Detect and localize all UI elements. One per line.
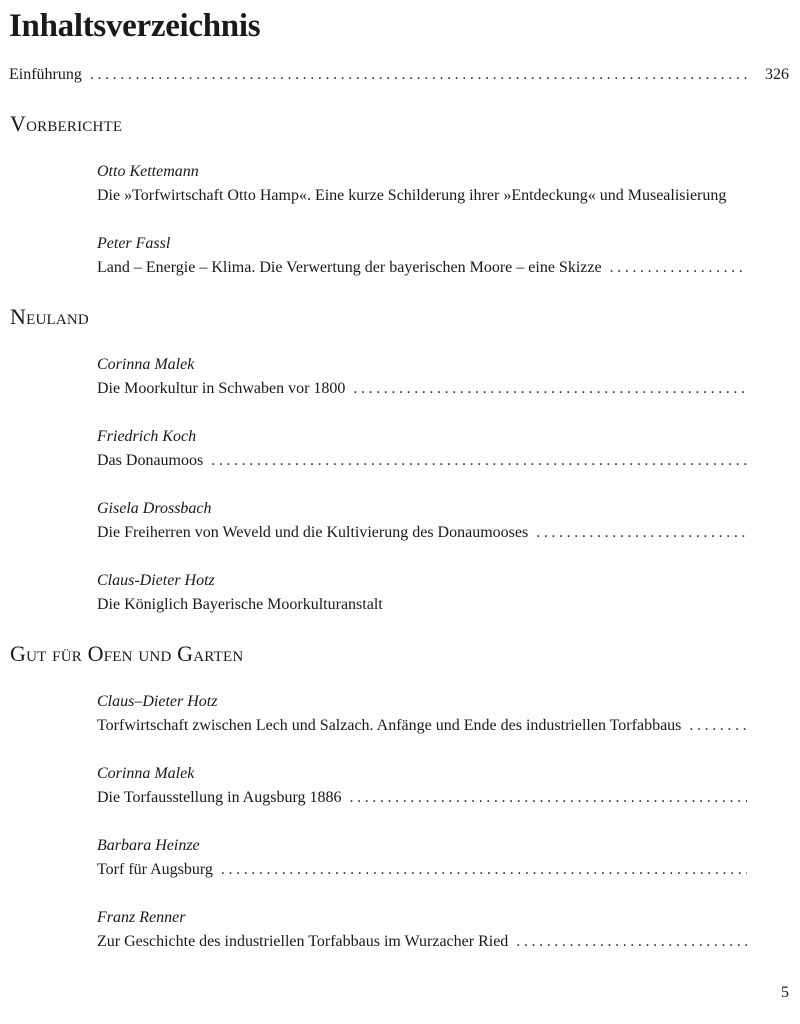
entry-author: Corinna Malek: [97, 356, 195, 373]
toc-entry[interactable]: [97, 933, 747, 951]
entry-title: Zur Geschichte des industriellen Torfabbaus im Wurzacher Ried: [97, 933, 509, 950]
entry-author: Claus-Dieter Hotz: [97, 572, 215, 589]
intro-page: 326: [765, 66, 789, 83]
entry-title: Land – Energie – Klima. Die Verwertung der bayerischen Moore – eine Skizze: [97, 259, 602, 276]
toc-entry[interactable]: [97, 717, 747, 735]
toc-entry[interactable]: [97, 596, 747, 614]
entry-author: Claus–Dieter Hotz: [97, 693, 218, 710]
dot-leader: [350, 789, 748, 807]
entry-author: Gisela Drossbach: [97, 500, 212, 517]
entry-author: Barbara Heinze: [97, 837, 200, 854]
entry-title: Die Freiherren von Weveld und die Kultivierung des Donaumooses: [97, 524, 529, 541]
entry-title: Das Donaumoos: [97, 452, 204, 469]
toc-entry[interactable]: [97, 789, 747, 807]
entry-title: Torfwirtschaft zwischen Lech und Salzach. Anfänge und Ende des industriellen Torfabbaus: [97, 717, 682, 734]
entry-title: Die »Torfwirtschaft Otto Hamp«. Eine kurze Schilderung ihrer »Entdeckung« und Musealisierung: [97, 187, 727, 204]
intro-label: Einführung: [9, 66, 82, 83]
page-number: 5: [781, 984, 789, 1001]
toc-entry-intro[interactable]: [9, 66, 789, 84]
section-heading-neuland: Neuland: [10, 304, 89, 329]
toc-entry[interactable]: [97, 452, 747, 470]
toc-entry[interactable]: [97, 380, 747, 398]
page-title: Inhaltsverzeichnis: [9, 8, 261, 44]
entry-title: Die Torfausstellung in Augsburg 1886: [97, 789, 342, 806]
dot-leader: [221, 861, 747, 879]
section-heading-vorberichte: Vorberichte: [10, 111, 123, 136]
dot-leader: [610, 259, 747, 277]
entry-author: Franz Renner: [97, 909, 186, 926]
dot-leader: [689, 717, 747, 735]
dot-leader: [211, 452, 747, 470]
entry-author: Otto Kettemann: [97, 163, 199, 180]
entry-title: Die Moorkultur in Schwaben vor 1800: [97, 380, 346, 397]
toc-entry[interactable]: [97, 187, 747, 205]
entry-author: Corinna Malek: [97, 765, 195, 782]
dot-leader: [90, 66, 747, 84]
section-heading-gut-fuer-ofen-und-garten: Gut für Ofen und Garten: [10, 641, 244, 666]
entry-author: Friedrich Koch: [97, 428, 197, 445]
entry-title: Die Königlich Bayerische Moorkulturanstalt: [97, 596, 383, 613]
dot-leader: [536, 524, 747, 542]
entry-title: Torf für Augsburg: [97, 861, 213, 878]
toc-entry[interactable]: [97, 524, 747, 542]
toc-entry[interactable]: [97, 259, 747, 277]
dot-leader: [353, 380, 747, 398]
dot-leader: [516, 933, 747, 951]
entry-author: Peter Fassl: [97, 235, 171, 252]
toc-entry[interactable]: [97, 861, 747, 879]
